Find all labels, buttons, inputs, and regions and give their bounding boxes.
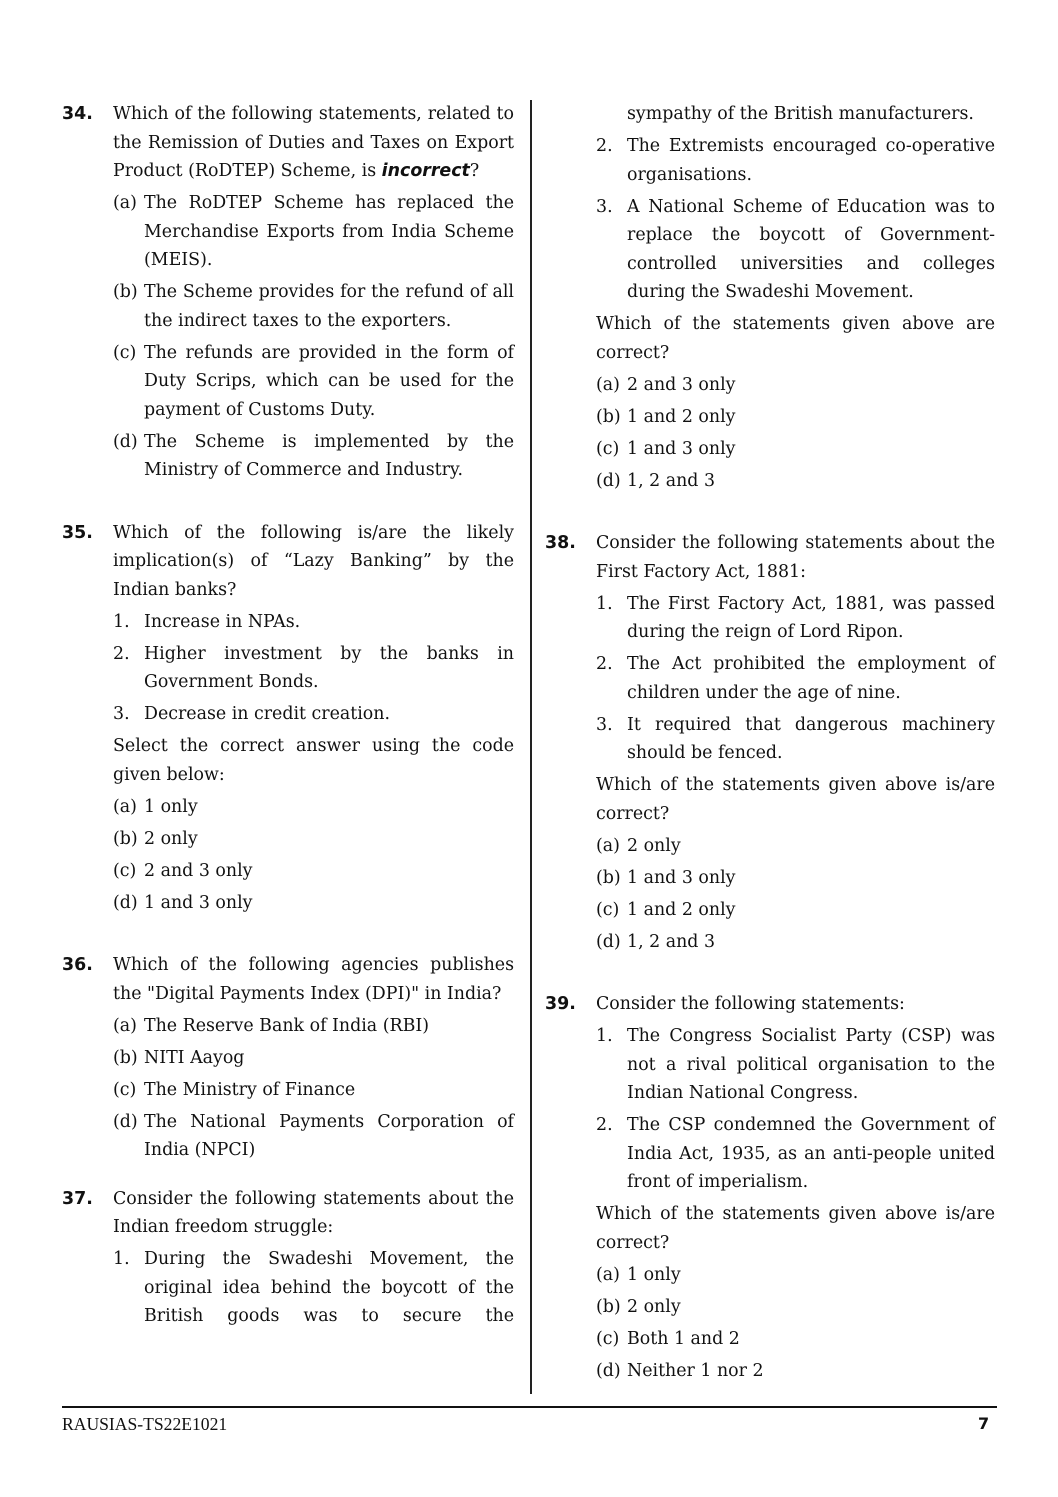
option-c[interactable]: [113, 1076, 514, 1105]
option-a[interactable]: [113, 793, 514, 822]
footer-rule: [62, 1406, 997, 1408]
page-number: 7: [978, 1414, 990, 1433]
item-label: 1.: [113, 1249, 130, 1269]
option-label: (a): [113, 193, 137, 213]
option-text: The National Payments Corporation of India (NPCI): [144, 1111, 514, 1160]
column-divider: [530, 100, 532, 1394]
option-b[interactable]: [596, 864, 995, 893]
option-a[interactable]: [596, 832, 995, 861]
option-label: (c): [596, 1328, 620, 1349]
question-stem: Which of the following is/are the likely implication(s) of “Lazy Banking” by the Indian banks?: [113, 522, 514, 600]
question-number: 38.: [545, 533, 576, 553]
stem-end: ?: [469, 161, 480, 181]
statement-item: [113, 1245, 514, 1331]
question-34: [62, 100, 514, 485]
question-number: 34.: [62, 104, 93, 124]
statement-item-continued: [596, 100, 995, 129]
item-text: A National Scheme of Education was to replace the boycott of Government-controlled universities and colleges during the Swadeshi Movement.: [627, 196, 995, 302]
option-label: (d): [596, 1360, 621, 1381]
option-label: (b): [113, 828, 138, 849]
option-label: (d): [113, 431, 138, 452]
item-text: Higher investment by the banks in Government Bonds.: [144, 643, 514, 692]
item-text: The Congress Socialist Party (CSP) was not a rival political organisation to the Indian National Congress.: [627, 1026, 995, 1103]
statement-item: [113, 608, 514, 637]
item-text: sympathy of the British manufacturers.: [627, 104, 974, 124]
item-label: 2.: [596, 136, 613, 156]
statement-item: [113, 700, 514, 729]
option-label: (d): [596, 931, 621, 952]
question-number: 39.: [545, 994, 576, 1014]
option-text: 1, 2 and 3: [627, 470, 716, 491]
option-label: (b): [113, 282, 138, 302]
statement-item: [596, 650, 995, 707]
option-label: (a): [113, 1015, 137, 1036]
option-label: (b): [596, 1296, 621, 1317]
item-text: Decrease in credit creation.: [144, 704, 390, 724]
question-stem: Consider the following statements about the First Factory Act, 1881:: [596, 533, 995, 582]
option-d[interactable]: [596, 928, 995, 957]
option-label: (c): [113, 1079, 137, 1100]
option-d[interactable]: [113, 889, 514, 918]
option-label: (a): [113, 796, 137, 817]
statement-item: [596, 132, 995, 189]
option-label: (d): [596, 470, 621, 491]
question-37: [62, 1185, 514, 1331]
option-text: 2 only: [627, 1296, 681, 1317]
option-text: 1 and 3 only: [627, 867, 736, 888]
question-instruction: Which of the statements given above are correct?: [596, 314, 995, 363]
option-text: NITI Aayog: [144, 1047, 245, 1068]
option-a[interactable]: [596, 1261, 995, 1290]
option-text: 1 and 2 only: [627, 899, 736, 920]
option-label: (c): [596, 438, 620, 459]
statement-item: [596, 590, 995, 647]
option-text: The Ministry of Finance: [144, 1079, 356, 1100]
item-label: 2.: [596, 654, 613, 674]
option-b[interactable]: [596, 403, 995, 432]
option-text: Neither 1 nor 2: [627, 1360, 764, 1381]
question-stem: Consider the following statements about the Indian freedom struggle:: [113, 1188, 514, 1237]
item-text: The Act prohibited the employment of children under the age of nine.: [627, 654, 995, 703]
item-text: It required that dangerous machinery should be fenced.: [627, 714, 995, 763]
option-label: (d): [113, 1111, 138, 1132]
question-instruction: Which of the statements given above is/are correct?: [596, 1204, 995, 1253]
option-c[interactable]: [596, 435, 995, 464]
option-text: 1 and 3 only: [627, 438, 736, 459]
option-label: (a): [596, 1264, 620, 1285]
question-36: [62, 951, 514, 1165]
option-label: (a): [596, 835, 620, 856]
item-label: 1.: [113, 611, 130, 632]
option-text: The Scheme provides for the refund of all the indirect taxes to the exporters.: [144, 282, 514, 331]
item-label: 2.: [596, 1115, 613, 1135]
statement-item: [596, 1111, 995, 1197]
option-label: (a): [596, 374, 620, 395]
option-text: The refunds are provided in the form of Duty Scrips, which can be used for the payment of Customs Duty.: [144, 342, 514, 420]
option-a[interactable]: [596, 371, 995, 400]
item-text: Increase in NPAs.: [144, 611, 301, 632]
option-text: Both 1 and 2: [627, 1328, 740, 1349]
item-text: The First Factory Act, 1881, was passed during the reign of Lord Ripon.: [627, 593, 995, 642]
option-b[interactable]: [113, 825, 514, 854]
question-stem: [113, 100, 514, 186]
option-text: 1 only: [627, 1264, 681, 1285]
option-label: (b): [596, 867, 621, 888]
option-label: (c): [113, 342, 137, 363]
stem-emphasis: incorrect: [381, 161, 470, 181]
option-label: (c): [113, 860, 137, 881]
item-label: 2.: [113, 643, 130, 664]
question-38: [545, 529, 995, 956]
item-text: During the Swadeshi Movement, the original idea behind the boycott of the British goods was to secure the: [144, 1249, 514, 1326]
question-stem: Consider the following statements:: [596, 994, 905, 1014]
option-d[interactable]: [596, 467, 995, 496]
option-text: 1 and 2 only: [627, 406, 736, 427]
question-instruction: Which of the statements given above is/are correct?: [596, 775, 995, 824]
question-35: [62, 519, 514, 918]
option-label: (d): [113, 892, 138, 913]
option-text: 1 and 3 only: [144, 892, 253, 913]
paper-code: RAUSIAS-TS22E1021: [62, 1414, 228, 1434]
statement-item: [596, 711, 995, 768]
statement-item: [596, 1022, 995, 1108]
question-number: 36.: [62, 955, 93, 975]
option-d[interactable]: [113, 1108, 514, 1165]
option-text: The Reserve Bank of India (RBI): [144, 1015, 430, 1036]
question-39: [545, 990, 995, 1385]
stem-text: Which of the following statements, related to the Remission of Duties and Taxes on Export Product (RoDTEP) Scheme, is: [113, 104, 514, 181]
option-text: 2 only: [144, 828, 198, 849]
option-text: 2 and 3 only: [627, 374, 736, 395]
option-b[interactable]: [113, 1044, 514, 1073]
item-label: 3.: [113, 704, 130, 724]
option-text: The Scheme is implemented by the Ministry of Commerce and Industry.: [144, 431, 514, 480]
option-d[interactable]: [113, 428, 514, 485]
option-text: 1, 2 and 3: [627, 931, 716, 952]
option-label: (b): [596, 406, 621, 427]
option-a[interactable]: [113, 189, 514, 275]
question-instruction: Select the correct answer using the code given below:: [113, 736, 514, 785]
question-37-continued: [545, 100, 995, 495]
option-label: (c): [596, 899, 620, 920]
statement-item: [596, 193, 995, 307]
option-text: 1 only: [144, 796, 198, 817]
right-column: [545, 100, 995, 1385]
option-label: (b): [113, 1047, 138, 1068]
option-d[interactable]: [596, 1357, 995, 1386]
option-text: 2 only: [627, 835, 681, 856]
option-text: 2 and 3 only: [144, 860, 253, 881]
question-number: 35.: [62, 522, 93, 543]
item-label: 3.: [596, 196, 613, 217]
option-b[interactable]: [596, 1293, 995, 1322]
option-a[interactable]: [113, 1012, 514, 1041]
item-label: 3.: [596, 714, 613, 735]
item-label: 1.: [596, 593, 613, 614]
option-c[interactable]: [113, 857, 514, 886]
option-c[interactable]: [113, 339, 514, 425]
item-text: The Extremists encouraged co-operative organisations.: [627, 136, 995, 185]
statement-item: [113, 640, 514, 697]
option-c[interactable]: [596, 896, 995, 925]
left-column: [62, 100, 514, 1331]
question-number: 37.: [62, 1188, 93, 1209]
question-stem: Which of the following agencies publishes the "Digital Payments Index (DPI)" in India?: [113, 955, 514, 1004]
option-b[interactable]: [113, 278, 514, 335]
item-text: The CSP condemned the Government of India Act, 1935, as an anti-people united front of imperialism.: [627, 1115, 995, 1192]
option-c[interactable]: [596, 1325, 995, 1354]
option-text: The RoDTEP Scheme has replaced the Merchandise Exports from India Scheme (MEIS).: [144, 193, 514, 270]
item-label: 1.: [596, 1026, 613, 1046]
